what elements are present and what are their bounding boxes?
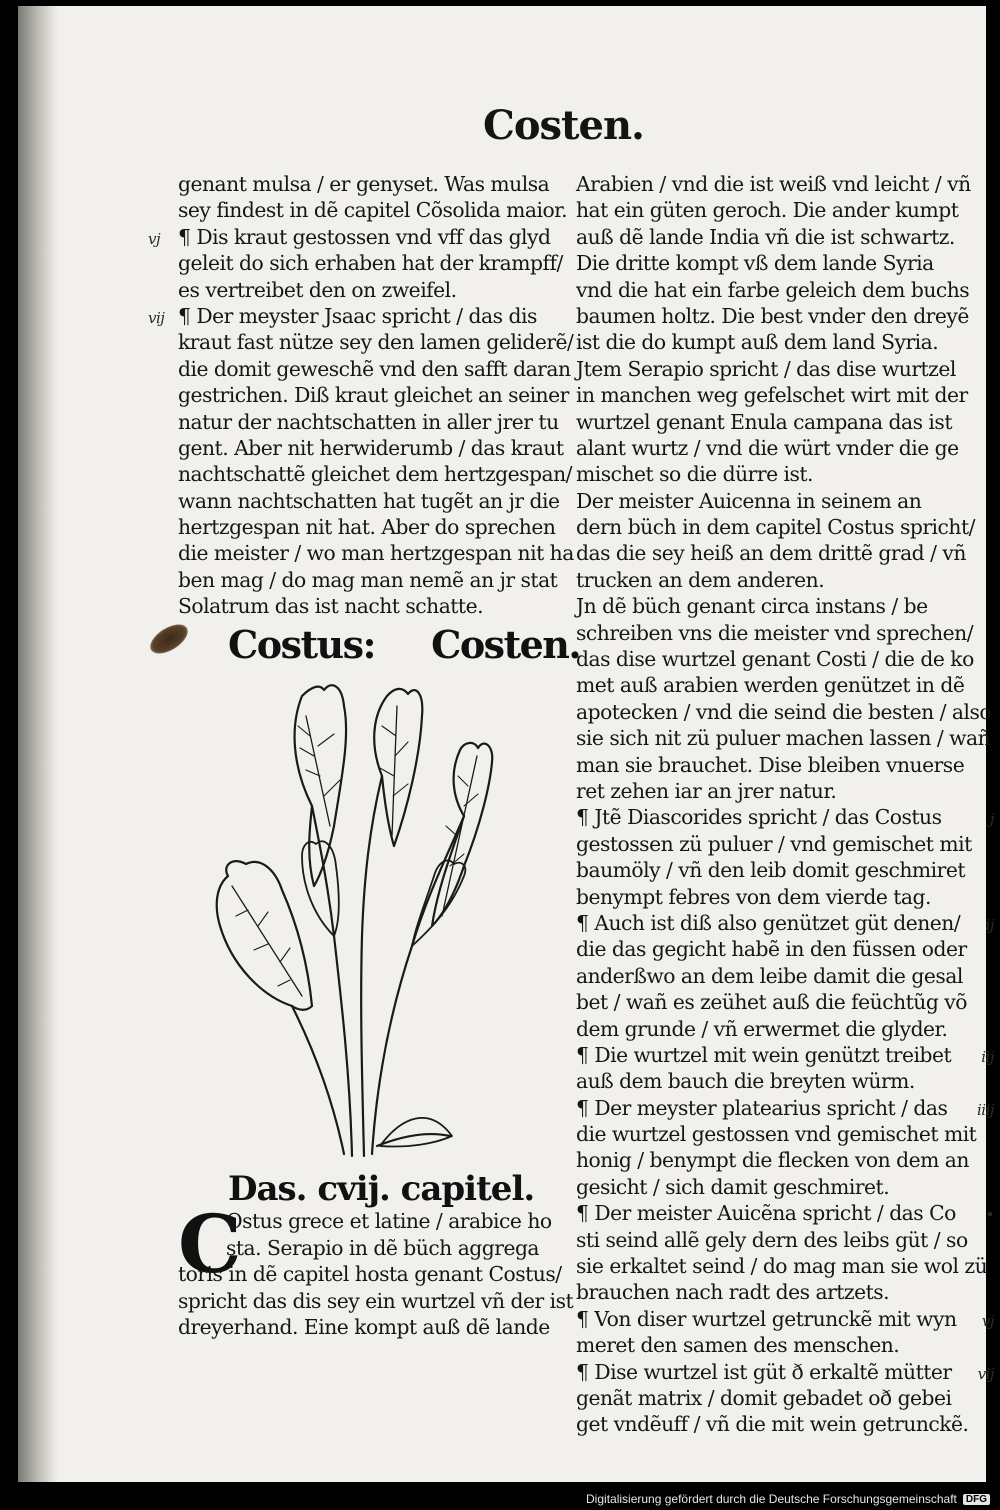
- text-line: [576, 910, 994, 936]
- text-line: [148, 224, 551, 250]
- text-line: [178, 1261, 562, 1287]
- text-line: [576, 1121, 977, 1147]
- plant-title: [228, 621, 581, 667]
- text-line: [178, 461, 572, 487]
- text-line: [178, 197, 568, 223]
- line-text: man sie brauchet. Dise bleiben vnuerse: [576, 752, 965, 777]
- text-line: [576, 725, 991, 751]
- text-line: [178, 277, 550, 303]
- text-line: [178, 514, 556, 540]
- text-line: [576, 409, 956, 435]
- text-line: [576, 1174, 956, 1200]
- text-line: [178, 329, 574, 355]
- line-text: bet / wañ es zeühet auß die feüchtũg võ: [576, 990, 967, 1015]
- text-line: [576, 646, 974, 672]
- text-line: [178, 435, 564, 461]
- text-line: [576, 672, 965, 698]
- line-text: ¶ Von diser wurtzel getrunckẽ mit wyn: [576, 1306, 957, 1331]
- line-text: Arabien / vnd die ist weiß vnd leicht / vñ: [576, 172, 971, 196]
- line-text: nachtschattẽ gleichet dem hertzgespan/: [178, 462, 572, 487]
- text-line: [178, 409, 559, 435]
- right-column: [576, 171, 994, 1438]
- line-text: sti seind allẽ gely dern des leibs güt / so: [576, 1227, 968, 1252]
- line-text: met auß arabien werden genützet in dẽ: [576, 673, 965, 698]
- text-line: [576, 857, 966, 883]
- plant-title-german: Costen.: [431, 621, 581, 667]
- text-line: [576, 514, 975, 540]
- text-line: [178, 1314, 550, 1340]
- text-line: [576, 461, 956, 487]
- line-text: ¶ Die wurtzel mit wein genützt treibet: [576, 1042, 952, 1067]
- text-line: [576, 250, 956, 276]
- line-text: in manchen weg gefelschet wirt mit der: [576, 383, 968, 408]
- line-text: mischet so die dürre ist.: [576, 462, 814, 487]
- line-text: ist die do kumpt auß dem land Syria.: [576, 330, 939, 355]
- text-line: [576, 936, 967, 962]
- margin-numeral: j: [989, 810, 994, 829]
- line-text: Ostus grece et latine / arabice ho: [226, 1209, 552, 1234]
- line-text: ¶ Der meyster platearius spricht / das: [576, 1095, 948, 1120]
- drop-initial: C: [178, 1197, 242, 1292]
- text-line: [178, 1208, 550, 1234]
- line-text: die meister / wo man hertzgespan nit ha: [178, 541, 574, 566]
- line-text: ¶ Auch ist diß also genützet güt denen/: [576, 910, 961, 935]
- text-line: [576, 540, 966, 566]
- text-line: [178, 488, 560, 514]
- text-line: [576, 1200, 994, 1226]
- line-text: kraut fast nütze sey den lamen geliderẽ/: [178, 330, 574, 355]
- running-head: Costen.: [483, 102, 644, 149]
- text-line: [576, 1411, 969, 1437]
- margin-numeral: vj: [148, 229, 161, 248]
- line-text: ret zehen iar an jrer natur.: [576, 778, 837, 803]
- line-text: honig / benympt die flecken von dem an: [576, 1148, 969, 1173]
- text-line: [576, 224, 956, 250]
- line-text: anderßwo an dem leibe damit die gesal: [576, 963, 963, 988]
- line-text: sey findest in dẽ capitel Cõsolida maior.: [178, 198, 568, 223]
- line-text: brauchen nach radt des artzets.: [576, 1280, 890, 1305]
- line-text: genãt matrix / domit gebadet oð gebei: [576, 1385, 952, 1410]
- line-text: alant wurtz / vnd die würt vnder die ge: [576, 435, 959, 460]
- text-line: [178, 540, 574, 566]
- line-text: baumöly / vñ den leib domit geschmiret: [576, 858, 966, 883]
- dfg-footer: [586, 1492, 990, 1506]
- line-text: get vndẽuff / vñ die mit wein getrunckẽ.: [576, 1412, 969, 1437]
- text-line: [576, 778, 956, 804]
- chapter-title: Das. cvij. capitel.: [228, 1169, 535, 1210]
- line-text: sie sich nit zü puluer machen lassen / wañ: [576, 726, 991, 751]
- line-text: dern büch in dem capitel Costus spricht/: [576, 515, 975, 540]
- line-text: ¶ Jtẽ Diascorides spricht / das Costus: [576, 805, 942, 830]
- text-line: [576, 1279, 956, 1305]
- text-line: [178, 1288, 574, 1314]
- text-line: [576, 1359, 994, 1385]
- text-line: [576, 831, 972, 857]
- plant-title-latin: Costus:: [228, 621, 376, 667]
- text-line: [178, 593, 550, 619]
- line-text: ¶ Der meister Auicẽna spricht / das Co: [576, 1201, 956, 1226]
- text-line: [576, 989, 967, 1015]
- text-line: [576, 356, 956, 382]
- margin-numeral: iiij: [976, 1100, 994, 1119]
- line-text: die wurtzel gestossen vnd gemischet mit: [576, 1122, 977, 1147]
- margin-numeral: •: [985, 1206, 994, 1225]
- line-text: ¶ Dis kraut gestossen vnd vff das glyd: [178, 224, 551, 249]
- chapter-opening: [178, 1197, 574, 1340]
- text-line: [576, 1068, 956, 1094]
- text-line: [576, 593, 956, 619]
- text-line: [576, 1306, 994, 1332]
- line-text: Jtem Serapio spricht / das dise wurtzel: [576, 356, 956, 381]
- line-text: schreiben vns die meister vnd sprechen/: [576, 620, 974, 645]
- text-line: [178, 382, 569, 408]
- text-line: [576, 752, 965, 778]
- line-text: natur der nachtschatten in aller jrer tu: [178, 409, 559, 434]
- line-text: Jn dẽ büch genant circa instans / be: [576, 594, 928, 619]
- line-text: trucken an dem anderen.: [576, 567, 825, 592]
- line-text: benympt febres von dem vierde tag.: [576, 884, 931, 909]
- left-column-text-bottom: [178, 1208, 574, 1340]
- margin-numeral: vij: [977, 1364, 994, 1383]
- line-text: wann nachtschatten hat tugẽt an jr die: [178, 488, 560, 513]
- line-text: sta. Serapio in dẽ büch aggrega: [226, 1235, 540, 1260]
- line-text: es vertreibet den on zweifel.: [178, 277, 457, 302]
- text-line: [178, 567, 558, 593]
- line-text: auß dẽ lande India vñ die ist schwartz.: [576, 224, 955, 249]
- text-line: [178, 171, 550, 197]
- line-text: baumen holtz. Die best vnder den dreyẽ: [576, 303, 969, 328]
- line-text: toris in dẽ capitel hosta genant Costus/: [178, 1262, 562, 1287]
- document-page: [18, 6, 994, 1482]
- line-text: hat ein güten geroch. Die ander kumpt: [576, 198, 959, 223]
- text-line: [576, 329, 956, 355]
- line-text: hertzgespan nit hat. Aber do sprechen: [178, 515, 556, 540]
- text-line: [576, 804, 994, 830]
- line-text: die das gegicht habẽ in den füssen oder: [576, 937, 967, 962]
- line-text: vnd die hat ein farbe geleich dem buchs: [576, 277, 970, 302]
- footer-text: Digitalisierung gefördert durch die Deutsche Forschungsgemeinschaft: [586, 1492, 957, 1506]
- text-line: [576, 620, 974, 646]
- line-text: Der meister Auicenna in seinem an: [576, 488, 922, 513]
- margin-numeral: iij: [981, 1047, 994, 1066]
- line-text: Die dritte kompt vß dem lande Syria: [576, 251, 934, 276]
- text-line: [576, 382, 968, 408]
- text-line: [576, 197, 959, 223]
- line-text: dem grunde / vñ erwermet die glyder.: [576, 1016, 948, 1041]
- line-text: auß dem bauch die breyten würm.: [576, 1069, 915, 1094]
- text-line: [576, 1227, 968, 1253]
- text-line: [576, 1332, 956, 1358]
- text-line: [576, 1016, 956, 1042]
- text-line: [178, 1235, 550, 1261]
- text-line: [576, 171, 971, 197]
- margin-numeral: vj: [981, 1311, 994, 1330]
- line-text: meret den samen des menschen.: [576, 1333, 900, 1358]
- line-text: genant mulsa / er genyset. Was mulsa: [178, 172, 550, 196]
- line-text: das die sey heiß an dem drittẽ grad / vñ: [576, 541, 966, 566]
- line-text: spricht das dis sey ein wurtzel vñ der ist: [178, 1288, 574, 1313]
- line-text: die domit geweschẽ vnd den safft daran: [178, 356, 571, 381]
- line-text: gesicht / sich damit geschmiret.: [576, 1174, 890, 1199]
- line-text: ¶ Dise wurtzel ist güt ð erkaltẽ mütter: [576, 1359, 952, 1384]
- line-text: wurtzel genant Enula campana das ist: [576, 409, 952, 434]
- line-text: gestrichen. Diß kraut gleichet an seiner: [178, 383, 569, 408]
- line-text: apotecken / vnd die seind die besten / also: [576, 699, 992, 724]
- text-line: [576, 277, 970, 303]
- margin-numeral: ij: [985, 915, 994, 934]
- costus-woodcut-illustration: [202, 676, 502, 1166]
- text-line: [576, 1385, 956, 1411]
- text-line: [148, 303, 550, 329]
- line-text: dreyerhand. Eine kompt auß dẽ lande: [178, 1315, 550, 1340]
- text-line: [576, 699, 992, 725]
- text-line: [576, 488, 956, 514]
- line-text: gestossen zü puluer / vnd gemischet mit: [576, 831, 972, 856]
- text-line: [178, 250, 563, 276]
- line-text: das dise wurtzel genant Costi / die de ko: [576, 647, 974, 672]
- line-text: Solatrum das ist nacht schatte.: [178, 594, 484, 619]
- line-text: ¶ Der meyster Jsaac spricht / das dis: [178, 303, 537, 328]
- text-line: [576, 303, 969, 329]
- left-column-text-top: [148, 171, 574, 620]
- text-line: [576, 567, 956, 593]
- page-gutter-shadow: [18, 6, 58, 1482]
- text-line: [576, 963, 963, 989]
- margin-numeral: vij: [148, 308, 165, 327]
- text-line: [576, 884, 956, 910]
- text-line: [576, 1042, 994, 1068]
- dfg-logo: DFG: [963, 1494, 990, 1505]
- line-text: ben mag / do mag man nemẽ an jr stat: [178, 567, 558, 592]
- text-line: [576, 435, 959, 461]
- line-text: sie erkaltet seind / do mag man sie wol zü: [576, 1254, 988, 1279]
- line-text: geleit do sich erhaben hat der krampff/: [178, 251, 563, 276]
- text-line: [576, 1095, 994, 1121]
- text-line: [178, 356, 571, 382]
- line-text: gent. Aber nit herwiderumb / das kraut: [178, 435, 564, 460]
- left-column: [148, 171, 581, 1340]
- text-line: [576, 1253, 988, 1279]
- text-line: [576, 1147, 969, 1173]
